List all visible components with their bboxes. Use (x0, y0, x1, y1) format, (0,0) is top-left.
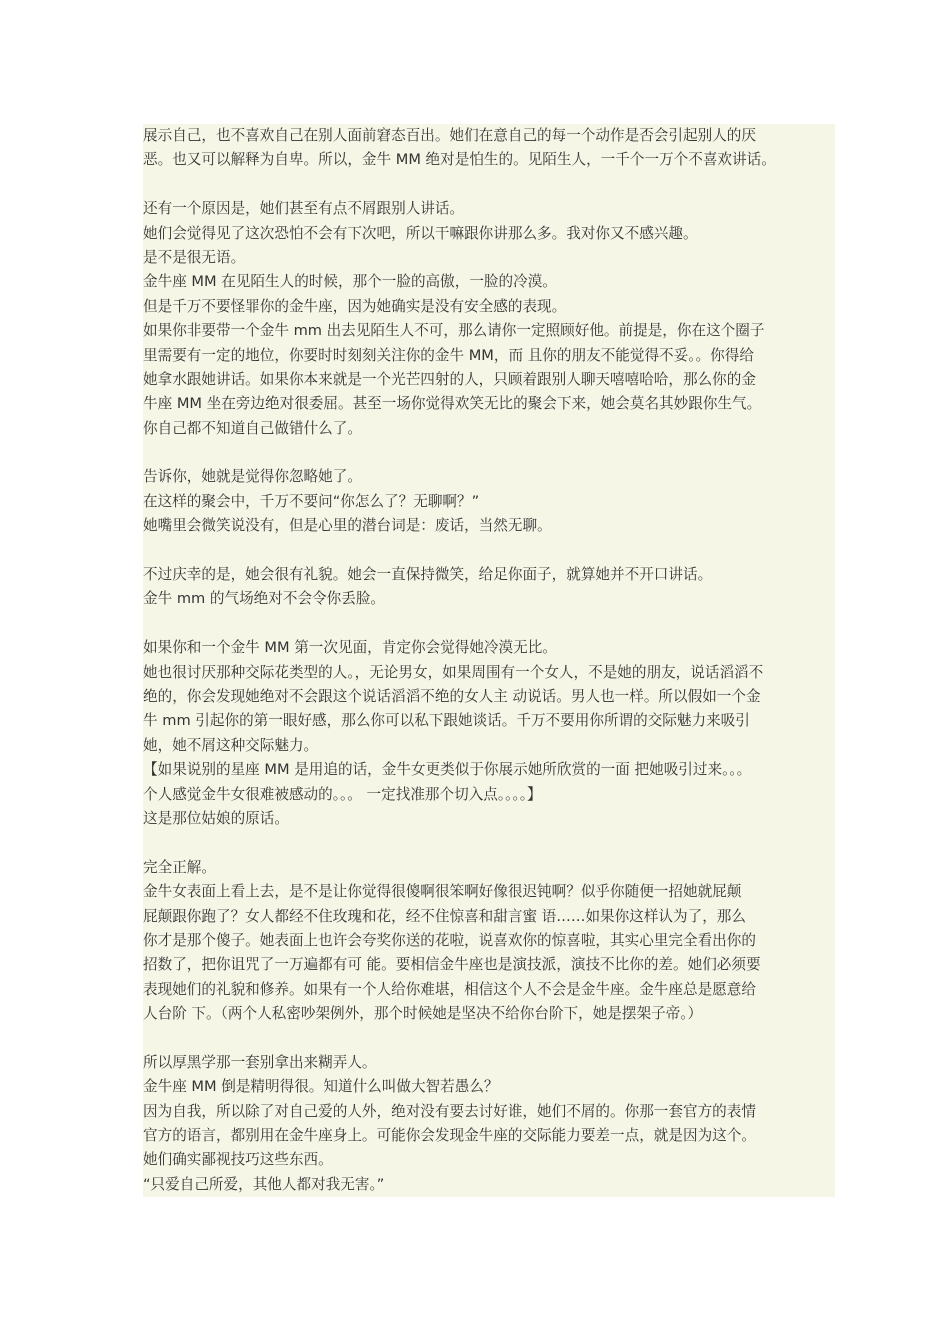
text-line: 里需要有一定的地位，你要时时刻刻关注你的金牛 MM，而 且你的朋友不能觉得不妥。。你得给 (143, 346, 754, 364)
text-line: 她们确实鄙视技巧这些东西。 (143, 1151, 333, 1169)
text-line: 不过庆幸的是，她会很有礼貌。她会一直保持微笑，给足你面子，就算她并不开口讲话。 (143, 566, 713, 584)
blank-line (143, 539, 835, 563)
text-line: 她嘴里会微笑说没有，但是心里的潜台词是：废话，当然无聊。 (143, 517, 552, 535)
text-line: 金牛座 MM 在见陌生人的时候，那个一脸的高傲，一脸的冷漠。 (143, 273, 557, 291)
text-line: 牛 mm 引起你的第一眼好感，那么你可以私下跟她谈话。千万不要用你所谓的交际魅力来吸引 (143, 712, 750, 730)
text-line: 你才是那个傻子。她表面上也许会夸奖你送的花啦，说喜欢你的惊喜啦，其实心里完全看出你的 (143, 931, 756, 949)
text-line: 如果你和一个金牛 MM 第一次见面，肯定你会觉得她冷漠无比。 (143, 639, 557, 657)
text-line: 是不是很无语。 (143, 248, 246, 266)
blank-line (143, 441, 835, 465)
text-line: 恶。也又可以解释为自卑。所以，金牛 MM 绝对是怕生的。见陌生人，一千个一万个不喜欢讲话。 (143, 151, 776, 169)
text-line: 你自己都不知道自己做错什么了。 (143, 419, 362, 437)
text-line: 招数了，把你诅咒了一万遍都有可 能。要相信金牛座也是演技派，演技不比你的差。她们必须要 (143, 956, 761, 974)
text-line: 官方的语言，都别用在金牛座身上。可能你会发现金牛座的交际能力要差一点，就是因为这个。 (143, 1127, 756, 1145)
text-line: 她，她不屑这种交际魅力。 (143, 736, 319, 754)
blank-line (143, 831, 835, 855)
blank-line (143, 1026, 835, 1050)
text-line: 她拿水跟她讲话。如果你本来就是一个光芒四射的人，只顾着跟别人聊天嘻嘻哈哈，那么你的金 (143, 370, 756, 388)
text-line: 她们会觉得见了这次恐怕不会有下次吧，所以干嘛跟你讲那么多。我对你又不感兴趣。 (143, 224, 698, 242)
text-line: 金牛女表面上看上去，是不是让你觉得很傻啊很笨啊好像很迟钝啊？似乎你随便一招她就屁颠 (143, 883, 742, 901)
text-line: 个人感觉金牛女很难被感动的。。。 一定找准那个切入点。。。。】 (143, 785, 542, 803)
text-line: 她也很讨厌那种交际花类型的人。，无论男女，如果周围有一个女人，不是她的朋友，说话滔滔不 (143, 663, 764, 681)
text-line: 表现她们的礼貌和修养。如果有一个人给你难堪，相信这个人不会是金牛座。金牛座总是愿意给 (143, 980, 756, 998)
blank-line (143, 173, 835, 197)
text-line: 但是千万不要怪罪你的金牛座，因为她确实是没有安全感的表现。 (143, 297, 567, 315)
text-line: 绝的，你会发现她绝对不会跟这个说话滔滔不绝的女人主 动说话。男人也一样。所以假如一个金 (143, 687, 761, 705)
text-line: 金牛座 MM 倒是精明得很。知道什么叫做大智若愚么？ (143, 1078, 499, 1096)
text-line: 这是那位姑娘的原话。 (143, 809, 289, 827)
text-line: 【如果说别的星座 MM 是用追的话，金牛女更类似于你展示她所欣赏的一面 把她吸引过来。。。 (143, 761, 752, 779)
text-line: 在这样的聚会中，千万不要问“你怎么了？无聊啊？” (143, 492, 480, 510)
text-line: “只爱自己所爱，其他人都对我无害。” (143, 1175, 385, 1193)
text-line: 完全正解。 (143, 858, 216, 876)
article-text-block (143, 124, 835, 1197)
text-line: 还有一个原因是，她们甚至有点不屑跟别人讲话。 (143, 200, 465, 218)
blank-line (143, 612, 835, 636)
text-line: 屁颠跟你跑了？女人都经不住玫瑰和花，经不住惊喜和甜言蜜 语……如果你这样认为了，那么 (143, 907, 746, 925)
text-line: 所以厚黑学那一套别拿出来糊弄人。 (143, 1053, 377, 1071)
text-line: 因为自我，所以除了对自己爱的人外，绝对没有要去讨好谁，她们不屑的。你那一套官方的表情 (143, 1102, 756, 1120)
text-line: 牛座 MM 坐在旁边绝对很委屈。甚至一场你觉得欢笑无比的聚会下来，她会莫名其妙跟你生气。 (143, 395, 762, 413)
text-line: 展示自己，也不喜欢自己在别人面前窘态百出。她们在意自己的每一个动作是否会引起别人的厌 (143, 127, 756, 144)
text-line: 告诉你，她就是觉得你忽略她了。 (143, 468, 362, 486)
text-line: 金牛 mm 的气场绝对不会令你丢脸。 (143, 590, 386, 608)
text-line: 人台阶 下。（两个人私密吵架例外，那个时候她是坚决不给你台阶下，她是摆架子帝。） (143, 1005, 703, 1023)
text-line: 如果你非要带一个金牛 mm 出去见陌生人不可，那么请你一定照顾好他。前提是，你在这个圈子 (143, 322, 765, 340)
